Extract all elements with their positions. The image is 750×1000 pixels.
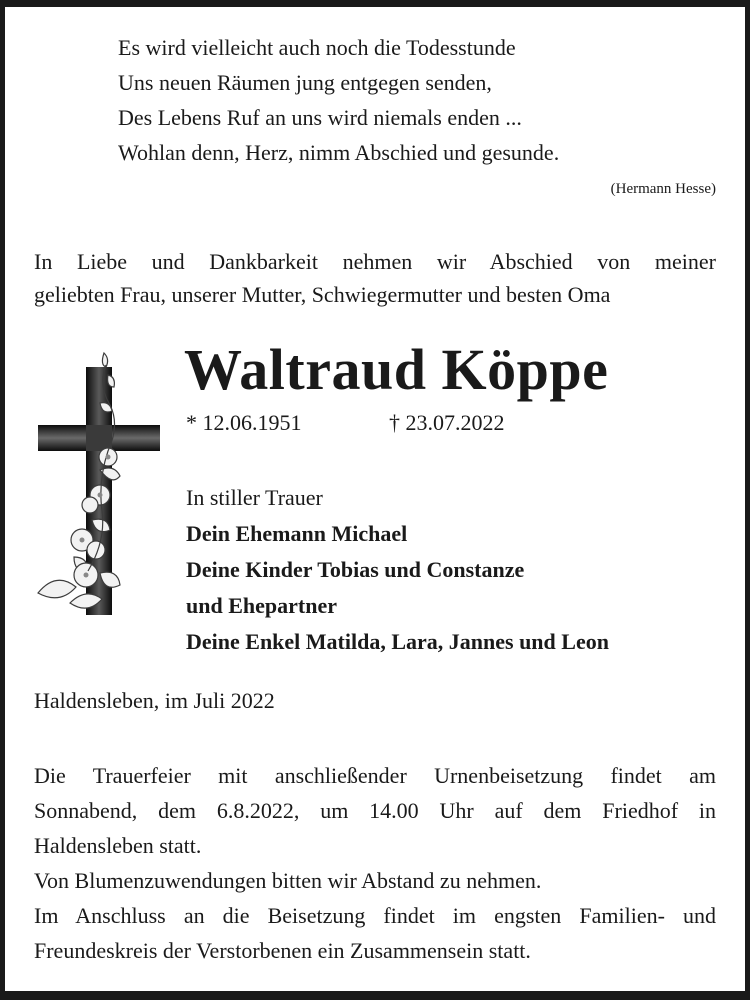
- funeral-line: Freundeskreis der Verstorbenen ein Zusammensein statt.: [34, 938, 531, 963]
- poem-line: Des Lebens Ruf an uns wird niemals enden ...: [118, 105, 522, 130]
- mourner-line: und Ehepartner: [186, 593, 337, 618]
- mourner-line: Deine Kinder Tobias und Constanze: [186, 557, 525, 582]
- intro-line: geliebten Frau, unserer Mutter, Schwiegermutter und besten Oma: [34, 282, 611, 307]
- intro-text: [34, 245, 716, 311]
- mourners-heading: In stiller Trauer: [186, 485, 323, 510]
- death-date: † 23.07.2022: [389, 410, 505, 435]
- funeral-line: Haldensleben statt.: [34, 833, 202, 858]
- poem-line: Es wird vielleicht auch noch die Todesstunde: [118, 35, 516, 60]
- funeral-line: Sonnabend, dem 6.8.2022, um 14.00 Uhr auf dem Friedhof in: [34, 798, 716, 823]
- place-date: Haldensleben, im Juli 2022: [34, 688, 275, 713]
- funeral-line: Im Anschluss an die Beisetzung findet im engsten Familien- und: [34, 903, 716, 928]
- mourner-line: Dein Ehemann Michael: [186, 521, 408, 546]
- birth-date: * 12.06.1951: [186, 410, 302, 435]
- cross-with-flowers-icon: [30, 345, 166, 625]
- poem: [118, 30, 559, 170]
- poem-author: (Hermann Hesse): [610, 181, 716, 197]
- funeral-line: Die Trauerfeier mit anschließender Urnenbeisetzung findet am: [34, 763, 716, 788]
- poem-line: Uns neuen Räumen jung entgegen senden,: [118, 70, 492, 95]
- mourner-line: Deine Enkel Matilda, Lara, Jannes und Leon: [186, 629, 609, 654]
- intro-line: In Liebe und Dankbarkeit nehmen wir Abschied von meiner: [34, 249, 716, 274]
- poem-line: Wohlan denn, Herz, nimm Abschied und gesunde.: [118, 140, 560, 165]
- funeral-info: [34, 758, 716, 968]
- mourners-block: [186, 480, 609, 660]
- deceased-name: Waltraud Köppe: [184, 337, 609, 402]
- funeral-line: Von Blumenzuwendungen bitten wir Abstand zu nehmen.: [34, 868, 542, 893]
